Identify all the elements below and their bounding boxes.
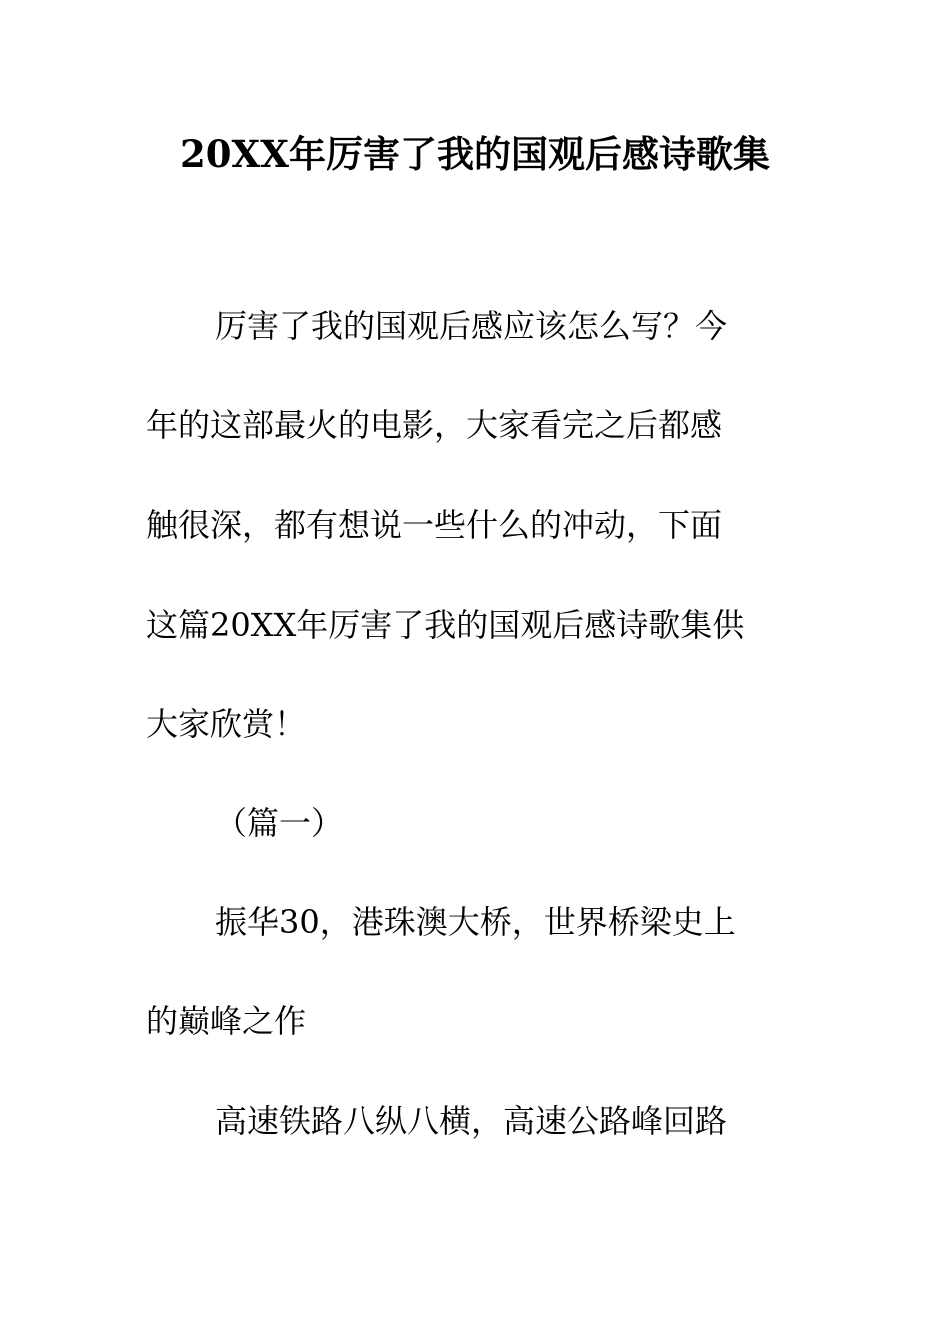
- poem-line-3: 高速铁路八纵八横，高速公路峰回路: [215, 1102, 728, 1140]
- section-heading: （篇一）: [215, 804, 344, 842]
- intro-line-2: 年的这部最火的电影，大家看完之后都感: [146, 406, 723, 444]
- poem-line-1: 振华30，港珠澳大桥，世界桥梁史上: [215, 903, 736, 941]
- intro-line-4: 这篇20XX年厉害了我的国观后感诗歌集供: [146, 606, 745, 644]
- intro-line-5: 大家欣赏！: [146, 705, 307, 743]
- intro-line-1: 厉害了我的国观后感应该怎么写？今: [215, 307, 728, 345]
- intro-line-3: 触很深，都有想说一些什么的冲动，下面: [146, 506, 723, 544]
- document-title: 20XX年厉害了我的国观后感诗歌集: [180, 132, 770, 176]
- poem-line-2: 的巅峰之作: [146, 1002, 307, 1040]
